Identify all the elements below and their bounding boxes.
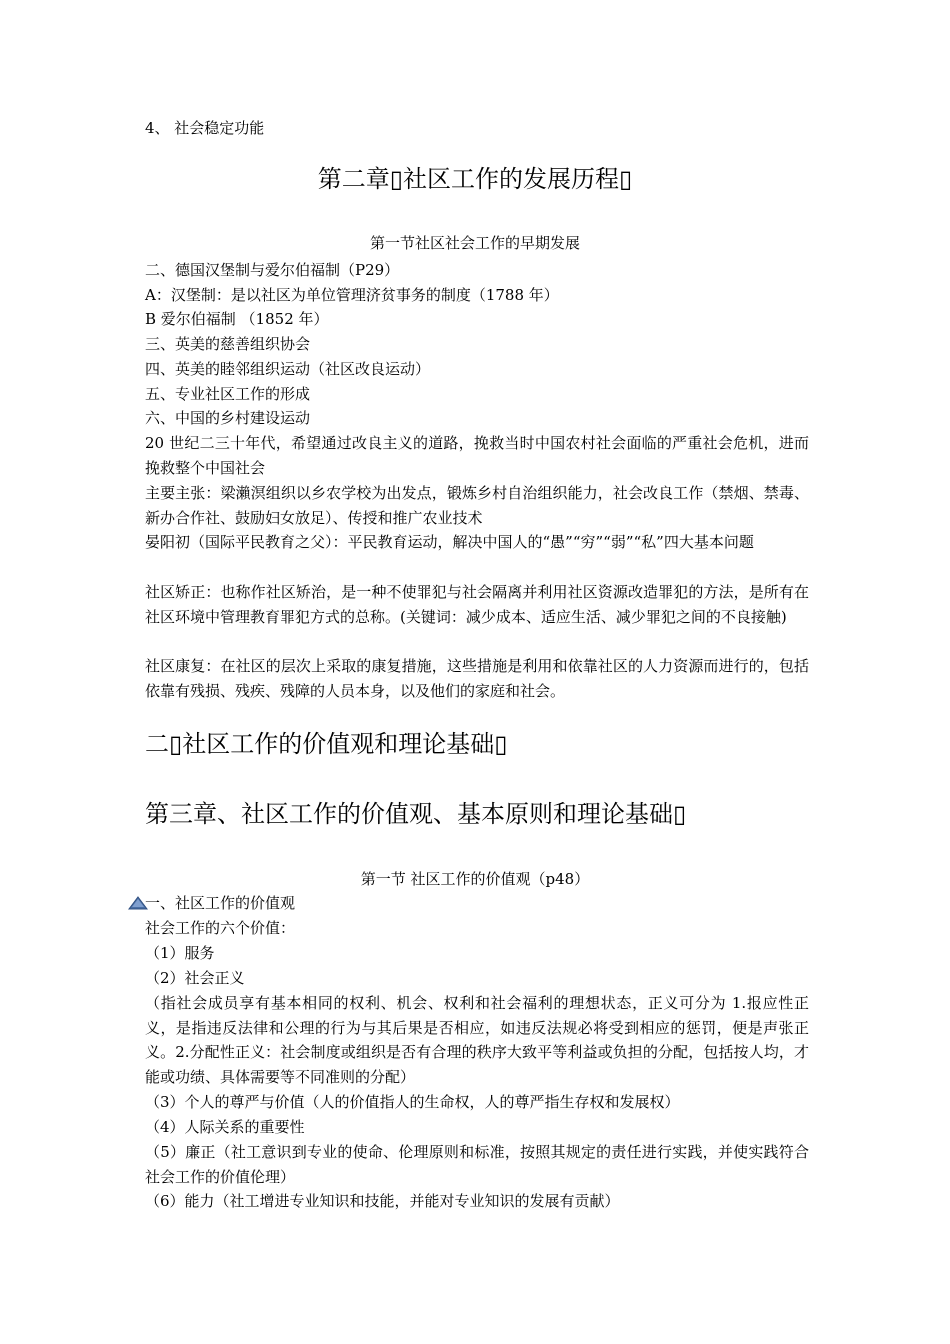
- ch2-item-hamburg-elberfeld: 二、德国汉堡制与爱尔伯福制（P29）: [145, 261, 400, 279]
- ch3-value-1: （1）服务: [145, 944, 215, 962]
- ch3-intro: 社会工作的六个价值：: [145, 919, 296, 937]
- ch2-para-community-rehab: 社区康复：在社区的层次上采取的康复措施，这些措施是利用和依靠社区的人力资源而进行的，包括依靠有残损、残疾、残障的人员本身，以及他们的家庭和社会。: [145, 657, 809, 700]
- ch3-value-4: （4）人际关系的重要性: [145, 1118, 305, 1136]
- chapter-3-title: 第三章、社区工作的价值观、基本原则和理论基础▯: [145, 800, 687, 828]
- heading-values-theory: 二▯社区工作的价值观和理论基础▯: [145, 730, 508, 758]
- ch3-section-1-title: 第一节 社区工作的价值观（p48）: [360, 870, 590, 888]
- ch3-value-2: （2）社会正义: [145, 969, 245, 987]
- ch2-item-elberfeld: B 爱尔伯福制 （1852 年）: [145, 310, 329, 328]
- ch2-item-settlement: 四、英美的睦邻组织运动（社区改良运动）: [145, 360, 431, 378]
- chapter-2-title: 第二章▯社区工作的发展历程▯: [317, 165, 633, 193]
- ch2-section-1-title: 第一节社区社会工作的早期发展: [369, 234, 580, 252]
- ch2-item-professional: 五、专业社区工作的形成: [145, 385, 311, 403]
- ch3-value-3: （3）个人的尊严与价值（人的价值指人的生命权，人的尊严指生存权和发展权）: [145, 1093, 680, 1111]
- ch2-item-rural: 六、中国的乡村建设运动: [145, 409, 311, 427]
- ch3-item-values: 一、社区工作的价值观: [145, 894, 296, 912]
- ch2-para-main-ideas: 主要主张：梁瀨溟组织以乡农学校为出发点，锻炼乡村自治组织能力，社会改良工作（禁烟、禁毒、新办合作社、鼓励妇女放足）、传授和推广农业技术: [145, 484, 809, 527]
- ch2-para-rural-background: 20 世纪二三十年代，希望通过改良主义的道路，挽救当时中国农村社会面临的严重社会危机，进而挽救整个中国社会: [145, 434, 809, 477]
- ch3-value-6: （6）能力（社工增进专业知识和技能，并能对专业知识的发展有贡献）: [145, 1192, 620, 1210]
- ch2-item-hamburg: A：汉堡制：是以社区为单位管理济贫事务的制度（1788 年）: [145, 286, 559, 304]
- top-item: 4、 社会稳定功能: [145, 119, 265, 137]
- ch2-item-charity: 三、英美的慈善组织协会: [145, 335, 311, 353]
- ch2-para-community-correction: 社区矫正：也称作社区矫治，是一种不使罪犯与社会隔离并利用社区资源改造罪犯的方法，是所有在社区环境中管理教育罪犯方式的总称。(关键词：减少成本、适应生活、减少罪犯之间的不良接触): [145, 583, 809, 626]
- ch3-value-2-desc: （指社会成员享有基本相同的权利、机会、权利和社会福利的理想状态，正义可分为 1.报应性正义，是指违反法律和公理的行为与其后果是否相应，如违反法规必将受到相应的惩罚，便是声张正义。2.分配性正义：社会制度或组织是否有合理的秩序大致平等利益或负担的分配，包括按人均，才能或功绩、具体需要等不同准则的分配）: [145, 994, 809, 1086]
- ch3-value-5: （5）廉正（社工意识到专业的使命、伦理原则和标准，按照其规定的责任进行实践，并使实践符合社会工作的价值伦理）: [145, 1143, 809, 1186]
- ch2-para-yan-yangchu: 晏阳初（国际平民教育之父）：平民教育运动，解决中国人的“愚”“穷”“弱”“私”四大基本问题: [145, 533, 754, 551]
